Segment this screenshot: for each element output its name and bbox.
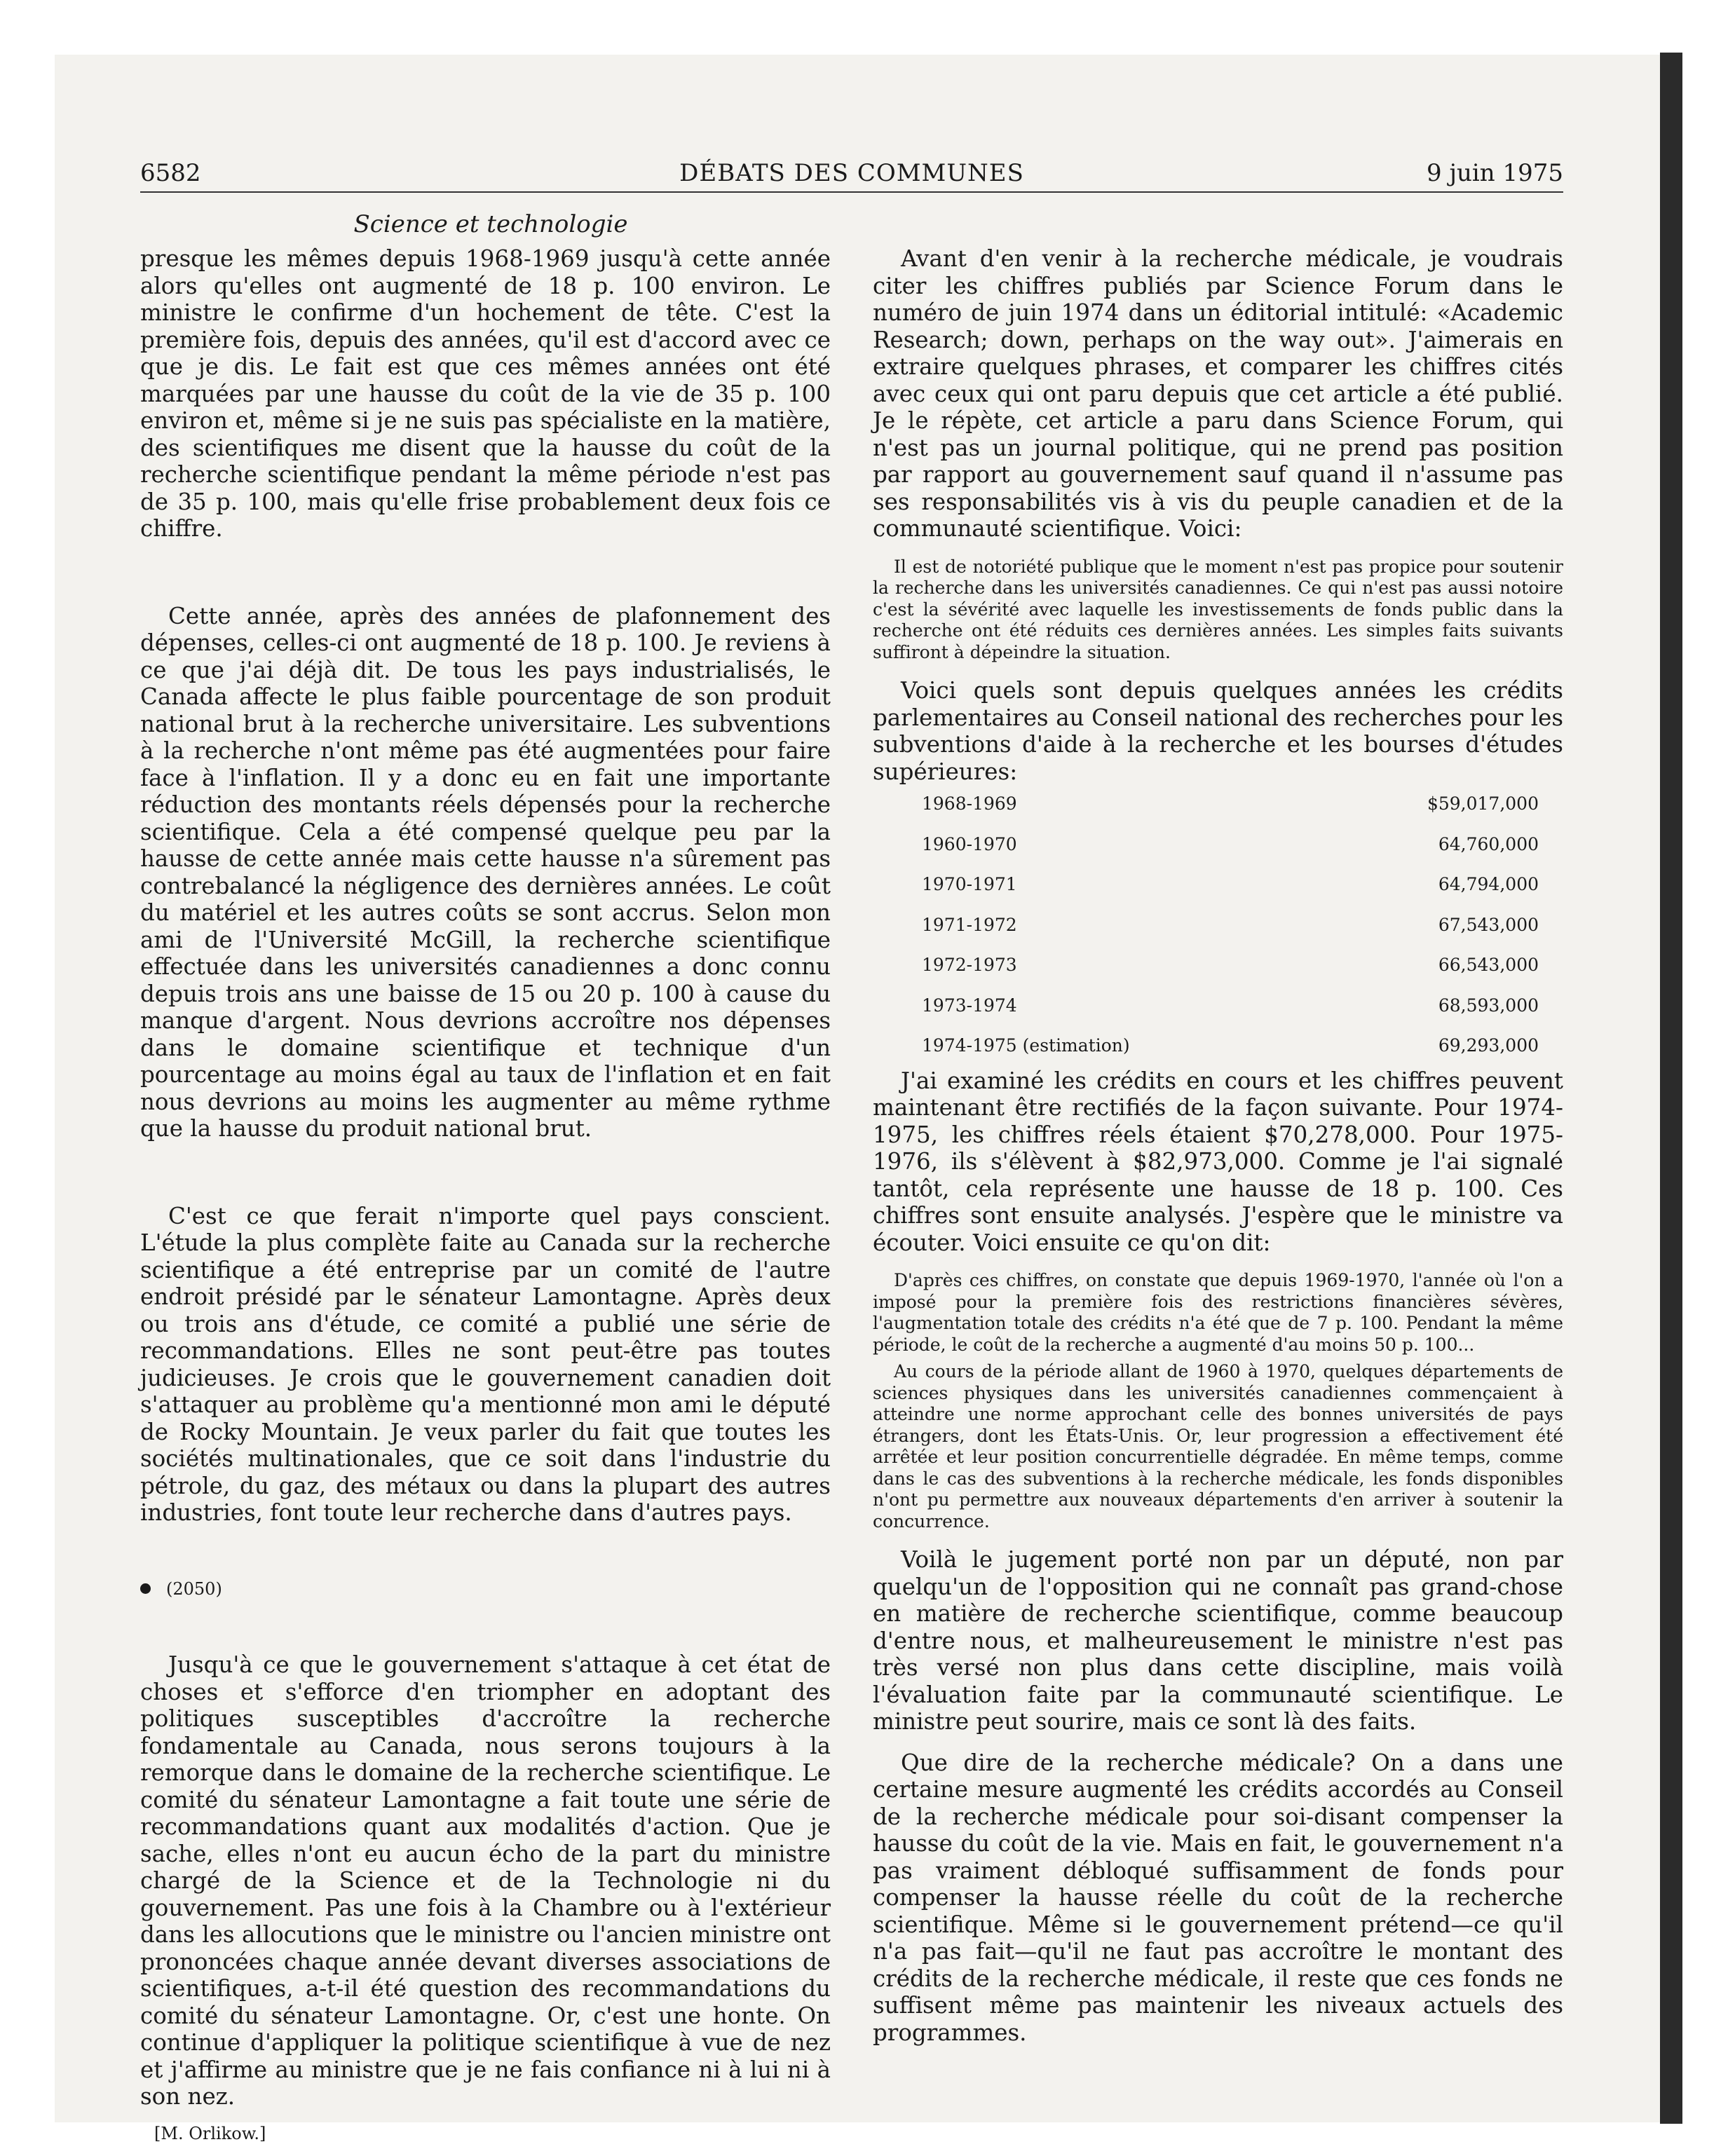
paragraph: J'ai examiné les crédits en cours et les chiffres peuvent maintenant être rectifiés de la façon suivante. Pour 1974-1975, les chiffres réels étaient $70,278,000. Pour 1975-1976, ils s'élèvent à $82,973,000. Comme je l'ai signalé tantôt, cela représente une hausse de 18 p. 100. Ces chiffres sont ensuite analysés. J'espère que le ministre va écouter. Voici ensuite ce qu'on dit: — [873, 1067, 1563, 1256]
block-quote: Au cours de la période allant de 1960 à 1970, quelques départements de sciences physiques dans les universités canadiennes commençaient à atteindre une norme approchant celle des bonnes universités de pays étrangers, dont les États-Unis. Or, leur progression a effectivement été arrêtée et leur position concurrentielle dégradée. En même temps, comme dans le cas des subventions à la recherche médicale, les fonds disponibles n'ont pu permettre aux nouveaux départements d'en arriver à soutenir la concurrence. — [873, 1361, 1563, 1531]
section-title: Science et technologie — [353, 210, 628, 238]
table-row — [922, 866, 1539, 906]
amount-cell: 66,543,000 — [1438, 955, 1539, 975]
table-row — [922, 826, 1539, 866]
year-cell: 1973-1974 — [922, 995, 1017, 1016]
amount-cell: 68,593,000 — [1438, 995, 1539, 1016]
year-cell: 1974-1975 (estimation) — [922, 1035, 1130, 1056]
paragraph: Cette année, après des années de plafonnement des dépenses, celles-ci ont augmenté de 18 p. 100. Je reviens à ce que j'ai déjà dit. De tous les pays industrialisés, le Canada affecte le plus faible pourcentage de son produit national brut à la recherche universitaire. Les subventions à la recherche n'ont même pas été augmentées pour faire face à l'inflation. Il y a donc eu en fait une importante réduction des montants réels dépensés pour la recherche scientifique. Cela a été compensé quelque peu par la hausse de cette année mais cette hausse n'a sûrement pas contrebalancé la négligence des dernières années. Le coût du matériel et les autres coûts se sont accrus. Selon mon ami de l'Université McGill, la recherche scientifique effectuée dans les universités canadiennes a donc connu depuis trois ans une baisse de 15 ou 20 p. 100 à cause du manque d'argent. Nous devrions accroître nos dépenses dans le domaine scientifique et technique d'un pourcentage au moins égal au taux de l'inflation et en fait nous devrions au moins les augmenter au même rythme que la hausse du produit national brut. — [140, 602, 831, 1142]
credits-table — [922, 785, 1539, 1067]
page-date: 9 juin 1975 — [1427, 159, 1563, 187]
paragraph: Jusqu'à ce que le gouvernement s'attaque à cet état de choses et s'efforce d'en triompher en adoptant des politiques susceptibles d'accroître la recherche fondamentale au Canada, nous serons toujours à la remorque dans le domaine de la recherche scientifique. Le comité du sénateur Lamontagne a fait toute une série de recommandations quant aux modalités d'action. Que je sache, elles n'ont eu aucun écho de la part du ministre chargé de la Science et de la Technologie ni du gouvernement. Pas une fois à la Chambre ou à l'extérieur dans les allocutions que le ministre ou l'ancien ministre ont prononcées chaque année devant diverses associations de scientifiques, a-t-il été question des recommandations du comité du sénateur Lamontagne. Or, c'est une honte. On continue d'appliquer la politique scientifique à vue de nez et j'affirme au ministre que je ne fais confiance ni à lui ni à son nez. — [140, 1651, 831, 2110]
year-cell: 1968-1969 — [922, 793, 1017, 814]
year-cell: 1960-1970 — [922, 833, 1017, 854]
amount-cell: $59,017,000 — [1427, 793, 1539, 814]
table-row — [922, 946, 1539, 987]
block-quote: D'après ces chiffres, on constate que depuis 1969-1970, l'année où l'on a imposé pour la première fois des restrictions financières sévères, l'augmentation totale des crédits n'a été que de 7 p. 100. Pendant la même période, le coût de la recherche a augmenté d'au moins 50 p. 100... — [873, 1270, 1563, 1355]
timecode-label: (2050) — [166, 1578, 222, 1599]
bullet-icon — [140, 1583, 151, 1594]
amount-cell: 64,794,000 — [1438, 874, 1539, 894]
paragraph: Voilà le jugement porté non par un député, non par quelqu'un de l'opposition qui ne connaît pas grand-chose en matière de recherche scientifique, comme beaucoup d'entre nous, et malheureusement le ministre n'est pas très versé non plus dans cette discipline, mais voilà l'évaluation faite par la communauté scientifique. Le ministre peut sourire, mais ce sont là des faits. — [873, 1546, 1563, 1735]
timecode — [140, 1576, 831, 1603]
table-row — [922, 987, 1539, 1028]
year-cell: 1972-1973 — [922, 955, 1017, 975]
paragraph: presque les mêmes depuis 1968-1969 jusqu'à cette année alors qu'elles ont augmenté de 18 p. 100 environ. Le ministre le confirme d'un hochement de tête. C'est la première fois, depuis des années, qu'il est d'accord avec ce que je dis. Le fait est que ces mêmes années ont été marquées par une hausse du coût de la vie de 35 p. 100 environ et, même si je ne suis pas spécialiste en la matière, des scientifiques me disent que la hausse du coût de la recherche scientifique pendant la même période n'est pas de 35 p. 100, mais qu'elle frise probablement deux fois ce chiffre. — [140, 245, 831, 542]
table-row — [922, 785, 1539, 826]
amount-cell: 67,543,000 — [1438, 914, 1539, 935]
year-cell: 1971-1972 — [922, 914, 1017, 935]
block-quote: Il est de notoriété publique que le moment n'est pas propice pour soutenir la recherche dans les universités canadiennes. Ce qui n'est pas aussi notoire c'est la sévérité avec laquelle les investissements de fonds public dans la recherche ont été réduits ces dernières années. Les simples faits suivants suffiront à dépeindre la situation. — [873, 556, 1563, 662]
table-row — [922, 906, 1539, 947]
speaker-signature: [M. Orlikow.] — [154, 2123, 266, 2143]
amount-cell: 64,760,000 — [1438, 833, 1539, 854]
year-cell: 1970-1971 — [922, 874, 1017, 894]
paragraph: Que dire de la recherche médicale? On a dans une certaine mesure augmenté les crédits accordés au Conseil de la recherche médicale pour soi-disant compenser la hausse du coût de la vie. Mais en fait, le gouvernement n'a pas vraiment débloqué suffisamment de fonds pour compenser la hausse réelle du coût de la recherche scientifique. Même si le gouvernement prétend—ce qu'il n'a pas fait—qu'il ne faut pas accroître le montant des crédits de la recherche médicale, il reste que ces fonds ne suffisent même pas maintenir les niveaux actuels des programmes. — [873, 1749, 1563, 2046]
page-header — [140, 158, 1563, 193]
amount-cell: 69,293,000 — [1438, 1035, 1539, 1056]
table-row — [922, 1027, 1539, 1067]
page-number: 6582 — [140, 159, 201, 187]
paragraph: Avant d'en venir à la recherche médicale, je voudrais citer les chiffres publiés par Science Forum dans le numéro de juin 1974 dans un éditorial intitulé: «Academic Research; down, perhaps on the way out». J'aimerais en extraire quelques phrases, et comparer les chiffres cités avec ceux qui ont paru depuis que cet article a été publié. Je le répète, cet article a paru dans Science Forum, qui n'est pas un journal politique, qui ne prend pas position par rapport au gouvernement sauf quand il n'assume pas ses responsabilités vis à vis du peuple canadien et de la communauté scientifique. Voici: — [873, 245, 1563, 542]
publication-title: DÉBATS DES COMMUNES — [679, 159, 1024, 187]
left-column — [140, 245, 831, 2147]
right-column — [873, 245, 1563, 2046]
paragraph: Voici quels sont depuis quelques années les crédits parlementaires au Conseil national des recherches pour les subventions d'aide à la recherche et les bourses d'études supérieures: — [873, 677, 1563, 785]
scan-edge-bar — [1660, 53, 1682, 2124]
paragraph: C'est ce que ferait n'importe quel pays conscient. L'étude la plus complète faite au Canada sur la recherche scientifique a été entreprise par un comité de l'autre endroit présidé par le sénateur Lamontagne. Après deux ou trois ans d'étude, ce comité a publié une série de recommandations. Elles ne sont peut-être pas toutes judicieuses. Je crois que le gouvernement canadien doit s'attaquer au problème qu'a mentionné mon ami le député de Rocky Mountain. Je veux parler du fait que toutes les sociétés multinationales, que ce soit dans l'industrie du pétrole, du gaz, des métaux ou dans la plupart des autres industries, font toute leur recherche dans d'autres pays. — [140, 1202, 831, 1526]
